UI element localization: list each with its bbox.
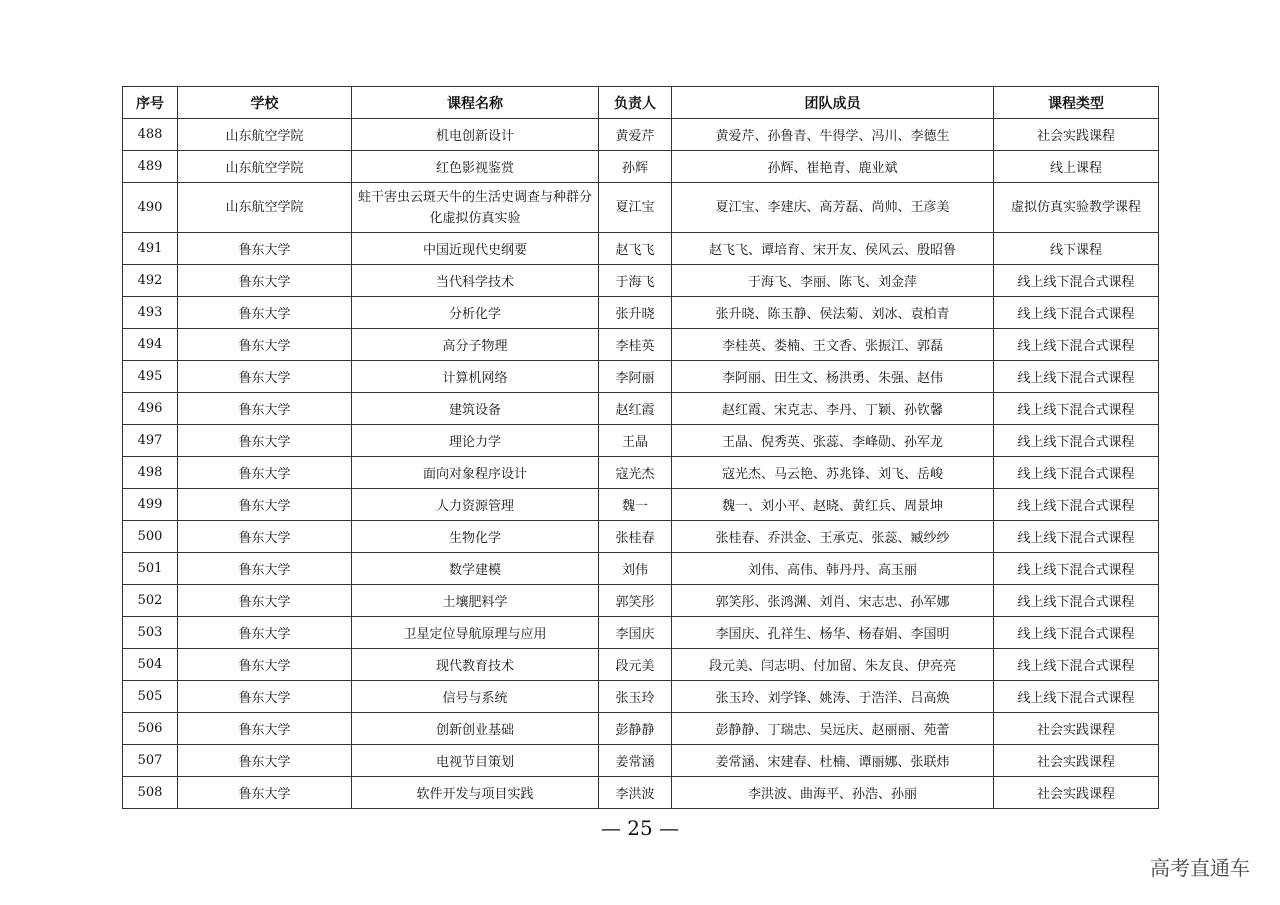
cell-course: 高分子物理 xyxy=(352,329,599,361)
header-school: 学校 xyxy=(178,87,352,119)
cell-lead: 寇光杰 xyxy=(599,457,672,489)
cell-no: 496 xyxy=(123,393,178,425)
cell-school: 鲁东大学 xyxy=(178,489,352,521)
cell-course: 卫星定位导航原理与应用 xyxy=(352,617,599,649)
cell-type: 线上线下混合式课程 xyxy=(994,425,1159,457)
cell-lead: 黄爱芹 xyxy=(599,119,672,151)
cell-school: 鲁东大学 xyxy=(178,425,352,457)
document-sheet xyxy=(122,86,1158,809)
cell-type: 线上线下混合式课程 xyxy=(994,361,1159,393)
cell-lead: 彭静静 xyxy=(599,713,672,745)
cell-type: 社会实践课程 xyxy=(994,777,1159,809)
cell-course: 机电创新设计 xyxy=(352,119,599,151)
cell-course: 分析化学 xyxy=(352,297,599,329)
cell-school: 鲁东大学 xyxy=(178,393,352,425)
cell-team: 李阿丽、田生文、杨洪勇、朱强、赵伟 xyxy=(672,361,994,393)
cell-lead: 李阿丽 xyxy=(599,361,672,393)
cell-type: 社会实践课程 xyxy=(994,745,1159,777)
cell-school: 鲁东大学 xyxy=(178,713,352,745)
cell-lead: 李国庆 xyxy=(599,617,672,649)
cell-team: 李桂英、娄楠、王文香、张振江、郭磊 xyxy=(672,329,994,361)
cell-lead: 王晶 xyxy=(599,425,672,457)
cell-school: 鲁东大学 xyxy=(178,521,352,553)
cell-course: 数学建模 xyxy=(352,553,599,585)
cell-course: 理论力学 xyxy=(352,425,599,457)
cell-school: 鲁东大学 xyxy=(178,585,352,617)
cell-school: 鲁东大学 xyxy=(178,553,352,585)
cell-no: 508 xyxy=(123,777,178,809)
cell-no: 489 xyxy=(123,151,178,183)
cell-type: 线上线下混合式课程 xyxy=(994,393,1159,425)
cell-no: 494 xyxy=(123,329,178,361)
cell-type: 线上线下混合式课程 xyxy=(994,489,1159,521)
table-row xyxy=(123,119,1159,151)
cell-course: 面向对象程序设计 xyxy=(352,457,599,489)
cell-team: 李洪波、曲海平、孙浩、孙丽 xyxy=(672,777,994,809)
cell-lead: 郭笑彤 xyxy=(599,585,672,617)
cell-type: 线上线下混合式课程 xyxy=(994,649,1159,681)
cell-course: 信号与系统 xyxy=(352,681,599,713)
table-row xyxy=(123,457,1159,489)
cell-team: 黄爱芹、孙鲁青、牛得学、冯川、李德生 xyxy=(672,119,994,151)
cell-type: 社会实践课程 xyxy=(994,713,1159,745)
cell-school: 鲁东大学 xyxy=(178,297,352,329)
table-row xyxy=(123,617,1159,649)
cell-no: 501 xyxy=(123,553,178,585)
table-row xyxy=(123,521,1159,553)
cell-type: 线上课程 xyxy=(994,151,1159,183)
cell-team: 郭笑彤、张鸿渊、刘肖、宋志忠、孙军娜 xyxy=(672,585,994,617)
table-row xyxy=(123,265,1159,297)
cell-school: 鲁东大学 xyxy=(178,361,352,393)
cell-type: 线下课程 xyxy=(994,233,1159,265)
cell-lead: 张玉玲 xyxy=(599,681,672,713)
cell-team: 李国庆、孔祥生、杨华、杨春娟、李国明 xyxy=(672,617,994,649)
cell-type: 线上线下混合式课程 xyxy=(994,521,1159,553)
table-row xyxy=(123,777,1159,809)
table-row xyxy=(123,489,1159,521)
cell-team: 于海飞、李丽、陈飞、刘金萍 xyxy=(672,265,994,297)
cell-course: 中国近现代史纲要 xyxy=(352,233,599,265)
cell-lead: 魏一 xyxy=(599,489,672,521)
cell-lead: 李桂英 xyxy=(599,329,672,361)
cell-school: 山东航空学院 xyxy=(178,183,352,233)
cell-no: 492 xyxy=(123,265,178,297)
table-row xyxy=(123,425,1159,457)
cell-type: 虚拟仿真实验教学课程 xyxy=(994,183,1159,233)
cell-no: 506 xyxy=(123,713,178,745)
cell-course: 土壤肥料学 xyxy=(352,585,599,617)
header-type: 课程类型 xyxy=(994,87,1159,119)
table-row xyxy=(123,297,1159,329)
table-body xyxy=(123,119,1159,809)
cell-course: 电视节目策划 xyxy=(352,745,599,777)
cell-lead: 赵飞飞 xyxy=(599,233,672,265)
cell-lead: 李洪波 xyxy=(599,777,672,809)
cell-team: 赵红霞、宋克志、李丹、丁颖、孙钦馨 xyxy=(672,393,994,425)
cell-school: 山东航空学院 xyxy=(178,119,352,151)
cell-no: 497 xyxy=(123,425,178,457)
cell-course: 蛀干害虫云斑天牛的生活史调查与种群分化虚拟仿真实验 xyxy=(352,183,599,233)
cell-no: 495 xyxy=(123,361,178,393)
cell-school: 鲁东大学 xyxy=(178,265,352,297)
cell-type: 线上线下混合式课程 xyxy=(994,617,1159,649)
cell-course: 红色影视鉴赏 xyxy=(352,151,599,183)
table-row xyxy=(123,553,1159,585)
cell-type: 线上线下混合式课程 xyxy=(994,457,1159,489)
cell-team: 张桂春、乔洪金、王承克、张蕊、臧纱纱 xyxy=(672,521,994,553)
table-row xyxy=(123,713,1159,745)
cell-type: 线上线下混合式课程 xyxy=(994,585,1159,617)
cell-lead: 刘伟 xyxy=(599,553,672,585)
header-course: 课程名称 xyxy=(352,87,599,119)
cell-lead: 姜常涵 xyxy=(599,745,672,777)
cell-school: 鲁东大学 xyxy=(178,233,352,265)
cell-no: 500 xyxy=(123,521,178,553)
table-row xyxy=(123,233,1159,265)
cell-course: 创新创业基础 xyxy=(352,713,599,745)
cell-school: 鲁东大学 xyxy=(178,329,352,361)
cell-team: 姜常涵、宋建春、杜楠、谭丽娜、张联炜 xyxy=(672,745,994,777)
cell-no: 502 xyxy=(123,585,178,617)
cell-no: 490 xyxy=(123,183,178,233)
cell-lead: 夏江宝 xyxy=(599,183,672,233)
cell-team: 张升晓、陈玉静、侯法菊、刘冰、袁柏青 xyxy=(672,297,994,329)
cell-lead: 张升晓 xyxy=(599,297,672,329)
table-row xyxy=(123,361,1159,393)
cell-type: 线上线下混合式课程 xyxy=(994,297,1159,329)
header-no: 序号 xyxy=(123,87,178,119)
cell-no: 493 xyxy=(123,297,178,329)
header-team: 团队成员 xyxy=(672,87,994,119)
cell-no: 504 xyxy=(123,649,178,681)
cell-team: 寇光杰、马云艳、苏兆锋、刘飞、岳峻 xyxy=(672,457,994,489)
cell-no: 498 xyxy=(123,457,178,489)
cell-no: 507 xyxy=(123,745,178,777)
cell-team: 赵飞飞、谭培育、宋开友、侯风云、殷昭鲁 xyxy=(672,233,994,265)
cell-course: 建筑设备 xyxy=(352,393,599,425)
cell-no: 491 xyxy=(123,233,178,265)
table-row xyxy=(123,585,1159,617)
table-row xyxy=(123,681,1159,713)
cell-type: 线上线下混合式课程 xyxy=(994,553,1159,585)
cell-course: 计算机网络 xyxy=(352,361,599,393)
cell-no: 505 xyxy=(123,681,178,713)
table-row xyxy=(123,151,1159,183)
cell-no: 488 xyxy=(123,119,178,151)
cell-course: 人力资源管理 xyxy=(352,489,599,521)
table-row xyxy=(123,745,1159,777)
cell-lead: 段元美 xyxy=(599,649,672,681)
page-number: — 25 — xyxy=(600,816,680,840)
cell-no: 499 xyxy=(123,489,178,521)
cell-lead: 张桂春 xyxy=(599,521,672,553)
table-row xyxy=(123,649,1159,681)
cell-school: 鲁东大学 xyxy=(178,681,352,713)
table-row xyxy=(123,393,1159,425)
cell-team: 刘伟、高伟、韩丹丹、高玉丽 xyxy=(672,553,994,585)
cell-team: 王晶、倪秀英、张蕊、李峰勋、孙军龙 xyxy=(672,425,994,457)
cell-team: 孙辉、崔艳青、鹿业斌 xyxy=(672,151,994,183)
header-lead: 负责人 xyxy=(599,87,672,119)
cell-school: 鲁东大学 xyxy=(178,745,352,777)
cell-lead: 于海飞 xyxy=(599,265,672,297)
cell-type: 线上线下混合式课程 xyxy=(994,265,1159,297)
cell-team: 张玉玲、刘学锋、姚涛、于浩洋、吕高焕 xyxy=(672,681,994,713)
cell-school: 鲁东大学 xyxy=(178,777,352,809)
cell-type: 社会实践课程 xyxy=(994,119,1159,151)
cell-course: 生物化学 xyxy=(352,521,599,553)
watermark: 高考直通车 xyxy=(1150,856,1250,880)
cell-course: 软件开发与项目实践 xyxy=(352,777,599,809)
table-row xyxy=(123,183,1159,233)
table-row xyxy=(123,329,1159,361)
cell-lead: 赵红霞 xyxy=(599,393,672,425)
cell-course: 当代科学技术 xyxy=(352,265,599,297)
course-table xyxy=(122,86,1159,809)
table-header-row xyxy=(123,87,1159,119)
cell-school: 鲁东大学 xyxy=(178,617,352,649)
cell-school: 山东航空学院 xyxy=(178,151,352,183)
cell-type: 线上线下混合式课程 xyxy=(994,681,1159,713)
cell-school: 鲁东大学 xyxy=(178,457,352,489)
cell-team: 段元美、闫志明、付加留、朱友良、伊亮亮 xyxy=(672,649,994,681)
cell-type: 线上线下混合式课程 xyxy=(994,329,1159,361)
cell-course: 现代教育技术 xyxy=(352,649,599,681)
cell-team: 魏一、刘小平、赵晓、黄红兵、周景坤 xyxy=(672,489,994,521)
cell-team: 夏江宝、李建庆、高芳磊、尚帅、王彦美 xyxy=(672,183,994,233)
cell-team: 彭静静、丁瑞忠、吴远庆、赵丽丽、苑蕾 xyxy=(672,713,994,745)
cell-no: 503 xyxy=(123,617,178,649)
cell-school: 鲁东大学 xyxy=(178,649,352,681)
cell-lead: 孙辉 xyxy=(599,151,672,183)
